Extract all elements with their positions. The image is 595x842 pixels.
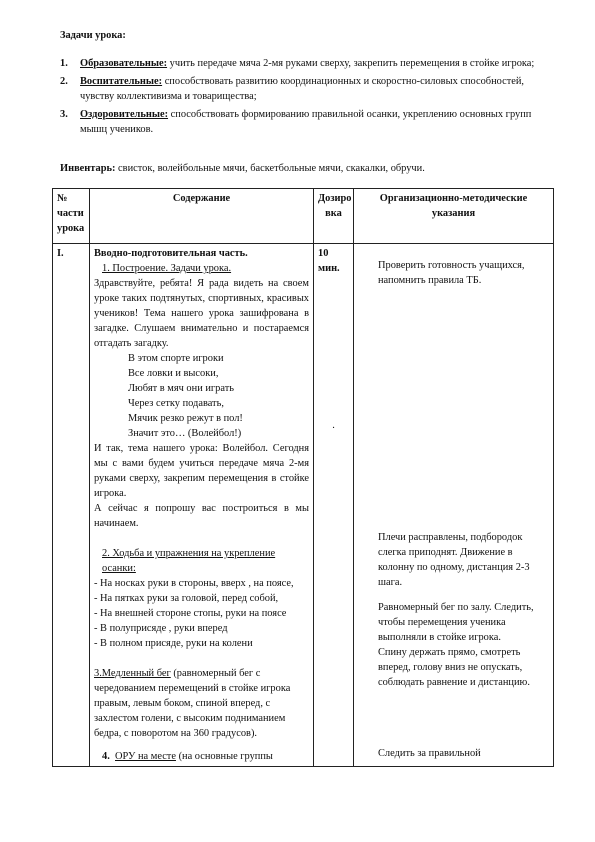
- walk-item: - На пятках руки за головой, перед собой,: [94, 593, 279, 604]
- header-methodical-notes: Организационно-методические указания: [354, 189, 554, 244]
- task-label: Образовательные:: [80, 58, 168, 69]
- org-note-4: Спину держать прямо, смотреть вперед, голову вниз не опускать, соблюдать равнение и дистанцию.: [378, 647, 530, 688]
- org-note-1: Проверить готовность учащихся, напомнить правила ТБ.: [378, 260, 525, 286]
- walk-item: - В полном присяде, руки на колени: [94, 638, 253, 649]
- header-content: Содержание: [90, 189, 314, 244]
- walk-item: - На внешней стороне стопы, руки на поясе: [94, 608, 287, 619]
- task-item: [60, 56, 550, 71]
- theme-text: И так, тема нашего урока: Волейбол. Сегодня мы с вами будем учиться передаче мяча 2-мя руками сверху, закрепим перемещения в стойке игрока.: [94, 443, 309, 499]
- task-number: 1.: [60, 58, 68, 69]
- table-header-row: [53, 189, 554, 244]
- walk-list: [94, 576, 309, 651]
- walk-item: - В полуприсяде , руки вперед: [94, 623, 228, 634]
- content-cell: [90, 244, 314, 767]
- item-3: [94, 666, 309, 741]
- item-1-title: 1. Построение. Задачи урока.: [102, 263, 232, 274]
- header-part-number: № части урока: [53, 189, 90, 244]
- tasks-list: [60, 56, 550, 140]
- poem-line: Мячик резко режут в пол!: [128, 413, 243, 424]
- poem-line: В этом спорте игроки: [128, 353, 224, 364]
- riddle-poem: [94, 351, 309, 441]
- task-number: 3.: [60, 109, 68, 120]
- task-label: Воспитательные:: [80, 76, 163, 87]
- section-title: Вводно-подготовительная часть.: [94, 248, 248, 259]
- duration: 10 мин.: [318, 248, 340, 274]
- org-note-2: Плечи расправлены, подбородок слегка приподнят. Движение в колонну по одному, дистанция 2-3 шага.: [378, 532, 530, 588]
- header-dosage: Дозиро вка: [314, 189, 354, 244]
- poem-line: Любят в мяч они играть: [128, 383, 234, 394]
- walk-item: - На носках руки в стороны, вверх , на поясе,: [94, 578, 294, 589]
- task-text: способствовать развитию координационных и скоростно-силовых способностей, чувству коллективизма и товарищества;: [80, 76, 525, 102]
- task-label: Оздоровительные:: [80, 109, 169, 120]
- item-4-number: 4.: [102, 751, 110, 762]
- item-4: [94, 749, 309, 764]
- item-3-title: 3.Медленный бег: [94, 668, 171, 679]
- task-number: 2.: [60, 76, 68, 87]
- task-text: учить передаче мяча 2-мя руками сверху, закрепить перемещения в стойке игрока;: [167, 58, 535, 69]
- task-text: способствовать формированию правильной осанки, укреплению основных групп мышц учеников.: [80, 109, 532, 135]
- item-3-text: (равномерный бег с чередованием перемещений в стойке игрока правым, левым боком, спиной вперед, с захлестом голени, с высоким подниманием бедра, с поворотом на 360 градусов).: [94, 668, 291, 739]
- intro-text: Здравствуйте, ребята! Я рада видеть на своем уроке таких подтянутых, спортивных, красивых учеников! Тема нашего урока зашифрована в загадке. Слушаем внимательно и постараемся отгадать загадку.: [94, 278, 309, 349]
- inventory-label: Инвентарь:: [60, 163, 116, 174]
- build-text: А сейчас я попрошу вас построиться в мы начинаем.: [94, 503, 309, 529]
- org-note-3: Равномерный бег по залу. Следить, чтобы перемещения ученика выполняли в стойке игрока.: [378, 602, 534, 643]
- dot-mark: .: [332, 420, 335, 431]
- part-number-cell: [53, 244, 90, 767]
- item-4-text: (на основные группы: [175, 751, 273, 762]
- org-note-5: Следить за правильной: [378, 748, 481, 759]
- table-row: [53, 244, 554, 767]
- poem-line: Через сетку подавать,: [128, 398, 224, 409]
- task-item: [60, 74, 550, 104]
- inventory-line: [60, 163, 560, 174]
- poem-line: Все ловки и высоки,: [128, 368, 219, 379]
- dosage-cell: [314, 244, 354, 767]
- part-number: I.: [57, 248, 64, 259]
- tasks-heading: Задачи урока:: [60, 30, 126, 41]
- methodical-cell: [354, 244, 554, 767]
- item-2-title: 2. Ходьба и упражнения на укрепление осанки:: [102, 548, 276, 574]
- poem-line: Значит это… (Волейбол!): [128, 428, 242, 439]
- item-4-title: ОРУ на месте: [115, 751, 176, 762]
- task-item: [60, 107, 550, 137]
- inventory-text: свисток, волейбольные мячи, баскетбольные мячи, скакалки, обручи.: [115, 163, 425, 174]
- lesson-plan-table: [52, 188, 554, 767]
